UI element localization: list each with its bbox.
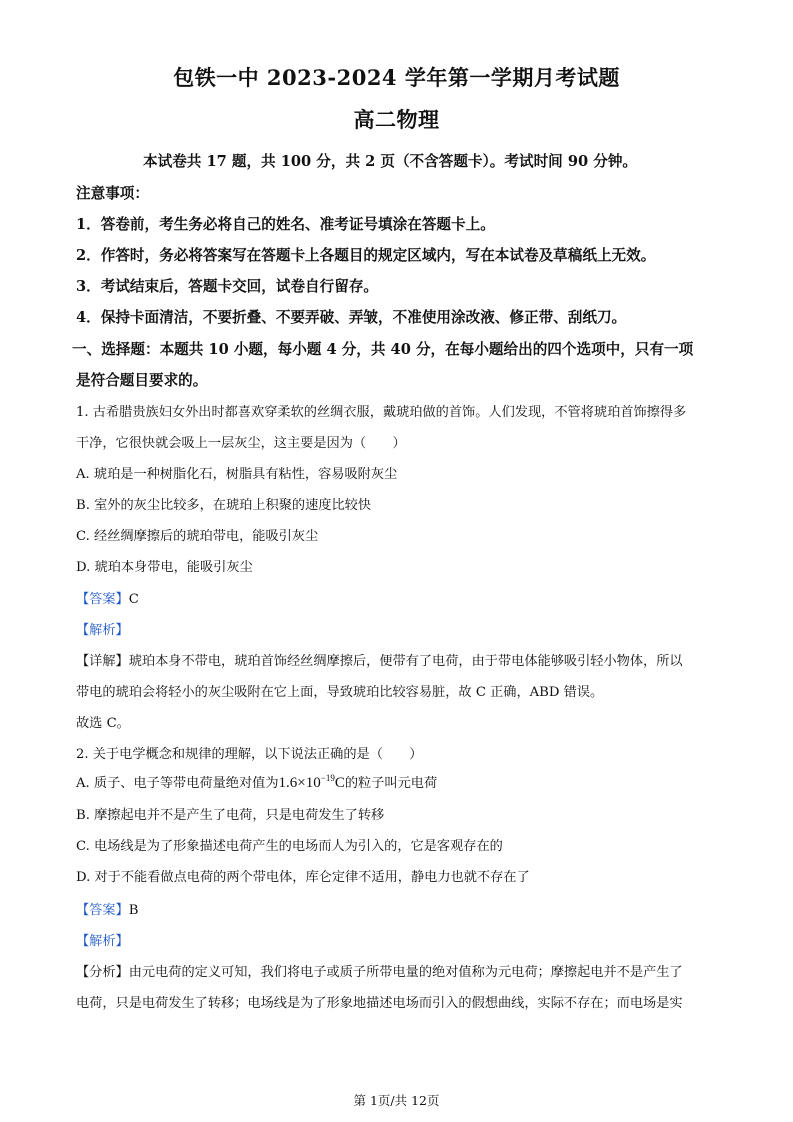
q1-option-d: D. 琥珀本身带电，能吸引灰尘 xyxy=(76,560,253,575)
elementary-charge-formula xyxy=(279,775,345,791)
formula-base: 1.6×10 xyxy=(278,775,321,791)
exam-info: 本试卷共 17 题，共 100 分，共 2 页（不含答题卡）。考试时间 90 分钟。 xyxy=(143,153,638,170)
answer-tag: 【答案】 xyxy=(76,903,129,918)
answer-tag: 【答案】 xyxy=(76,592,129,607)
q2-answer xyxy=(76,899,138,918)
q1-answer xyxy=(76,588,139,607)
q2-option-d: D. 对于不能看做点电荷的两个带电体，库仑定律不适用，静电力也就不存在了 xyxy=(76,870,530,885)
q2-option-b: B. 摩擦起电并不是产生了电荷，只是电荷发生了转移 xyxy=(76,808,385,823)
q1-stem-cont: 干净，它很快就会吸上一层灰尘，这主要是因为（ ） xyxy=(76,436,406,451)
q2-option-a-text-end: 的粒子叫元电荷 xyxy=(344,776,438,791)
q2-option-a xyxy=(76,772,437,792)
q1-option-b: B. 室外的灰尘比较多，在琥珀上积聚的速度比较快 xyxy=(76,498,372,513)
q1-detail xyxy=(76,650,683,669)
formula-exponent: −19 xyxy=(320,773,335,783)
q2-stem: 2. 关于电学概念和规律的理解，以下说法正确的是（ ） xyxy=(76,747,423,762)
answer-value: B xyxy=(128,903,139,918)
page-number: 第 1页/共 12页 xyxy=(353,1093,440,1108)
q2-analysis-tag: 【解析】 xyxy=(76,934,129,949)
q2-option-a-text: A. 质子、电子等带电荷量绝对值为 xyxy=(76,776,279,791)
note-item: 2．作答时，务必将答案写在答题卡上各题目的规定区域内，写在本试卷及草稿纸上无效。 xyxy=(76,247,656,264)
answer-value: C xyxy=(128,592,139,607)
detail-text: 琥珀本身不带电，琥珀首饰经丝绸摩擦后，便带有了电荷，由于带电体能够吸引轻小物体，所以 xyxy=(128,654,683,669)
notes-heading: 注意事项： xyxy=(76,185,149,202)
section-heading-cont: 是符合题目要求的。 xyxy=(76,372,208,389)
q1-option-c: C. 经丝绸摩擦后的琥珀带电，能吸引灰尘 xyxy=(76,529,319,544)
q1-detail-cont: 带电的琥珀会将轻小的灰尘吸附在它上面，导致琥珀比较容易脏，故 C 正确，ABD 错误。 xyxy=(76,685,604,700)
q2-option-c: C. 电场线是为了形象描述电荷产生的电场而人为引入的，它是客观存在的 xyxy=(76,839,503,854)
detail-tag: 【详解】 xyxy=(76,654,129,669)
section-heading: 一、选择题：本题共 10 小题，每小题 4 分，共 40 分，在每小题给出的四个选项中，只有一项 xyxy=(72,341,694,358)
note-item: 4．保持卡面清洁，不要折叠、不要弄破、弄皱，不准使用涂改液、修正带、刮纸刀。 xyxy=(76,309,627,326)
q1-analysis-tag: 【解析】 xyxy=(76,623,129,638)
fenxi-text: 由元电荷的定义可知，我们将电子或质子所带电量的绝对值称为元电荷；摩擦起电并不是产生了 xyxy=(128,965,683,980)
page-title: 包铁一中 2023-2024 学年第一学期月考试题 xyxy=(173,65,620,90)
q1-conclusion: 故选 C。 xyxy=(76,716,130,731)
note-item: 3．考试结束后，答题卡交回，试卷自行留存。 xyxy=(76,278,379,295)
fenxi-tag: 【分析】 xyxy=(76,965,129,980)
q1-option-a: A. 琥珀是一种树脂化石，树脂具有粘性，容易吸附灰尘 xyxy=(76,467,398,482)
page-subtitle: 高二物理 xyxy=(353,107,440,132)
q2-fenxi-cont: 电荷，只是电荷发生了转移；电场线是为了形象地描述电场而引入的假想曲线，实际不存在；而电场是实 xyxy=(76,996,683,1011)
note-item: 1．答卷前，考生务必将自己的姓名、准考证号填涂在答题卡上。 xyxy=(76,216,495,233)
formula-unit: C xyxy=(334,775,345,791)
q1-stem: 1. 古希腊贵族妇女外出时都喜欢穿柔软的丝绸衣服，戴琥珀做的首饰。人们发现，不管将琥珀首饰擦得多 xyxy=(76,405,687,420)
q2-fenxi xyxy=(76,961,683,980)
